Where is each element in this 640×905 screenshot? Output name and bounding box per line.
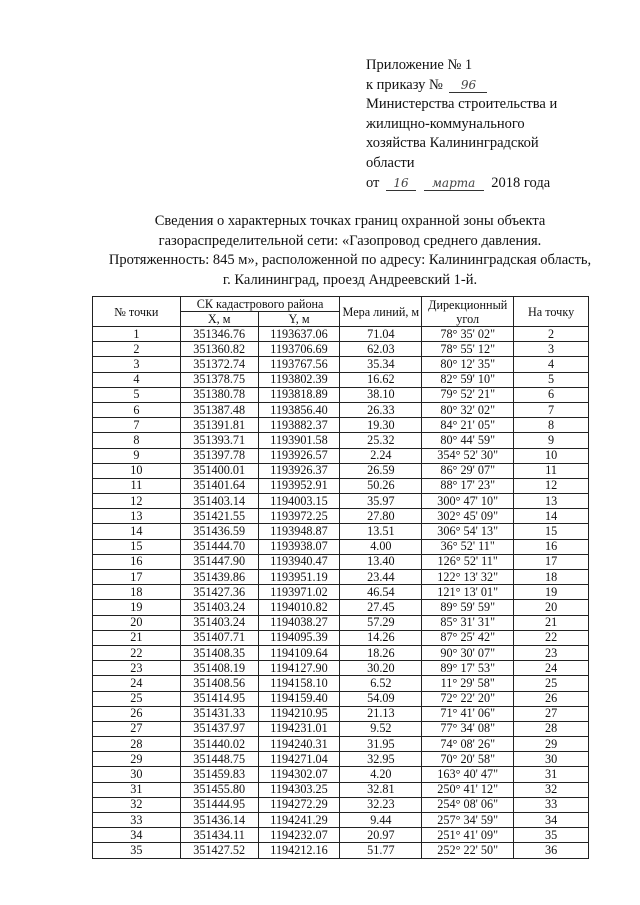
cell-point: 17 xyxy=(93,570,181,585)
cell-x: 351380.78 xyxy=(180,387,258,402)
cell-y: 1194003.15 xyxy=(258,494,340,509)
cell-point: 34 xyxy=(93,828,181,843)
cell-x: 351403.14 xyxy=(180,494,258,509)
table-row xyxy=(93,509,589,524)
cell-x: 351431.33 xyxy=(180,706,258,721)
cell-x: 351408.19 xyxy=(180,661,258,676)
table-row xyxy=(93,813,589,828)
table-row xyxy=(93,721,589,736)
table-row xyxy=(93,342,589,357)
cell-length: 9.52 xyxy=(340,721,422,736)
appendix-block xyxy=(366,56,636,193)
cell-to-point: 21 xyxy=(514,615,589,630)
cell-to-point: 15 xyxy=(514,524,589,539)
table-row xyxy=(93,433,589,448)
cell-to-point: 33 xyxy=(514,797,589,812)
table-row xyxy=(93,600,589,615)
cell-bearing: 72° 22' 20" xyxy=(422,691,514,706)
table-row xyxy=(93,372,589,387)
cell-point: 31 xyxy=(93,782,181,797)
cell-y: 1194095.39 xyxy=(258,630,340,645)
cell-y: 1194240.31 xyxy=(258,737,340,752)
cell-bearing: 78° 55' 12" xyxy=(422,342,514,357)
cell-bearing: 85° 31' 31" xyxy=(422,615,514,630)
cell-to-point: 20 xyxy=(514,600,589,615)
cell-to-point: 18 xyxy=(514,570,589,585)
table-row xyxy=(93,843,589,858)
cell-bearing: 163° 40' 47" xyxy=(422,767,514,782)
cell-bearing: 252° 22' 50" xyxy=(422,843,514,858)
header-y: Y, м xyxy=(258,312,340,327)
cell-length: 21.13 xyxy=(340,706,422,721)
cell-length: 4.20 xyxy=(340,767,422,782)
cell-x: 351400.01 xyxy=(180,463,258,478)
cell-to-point: 6 xyxy=(514,387,589,402)
table-row xyxy=(93,828,589,843)
cell-x: 351414.95 xyxy=(180,691,258,706)
cell-to-point: 4 xyxy=(514,357,589,372)
cell-bearing: 80° 12' 35" xyxy=(422,357,514,372)
table-row xyxy=(93,585,589,600)
table-row xyxy=(93,630,589,645)
cell-x: 351455.80 xyxy=(180,782,258,797)
cell-length: 2.24 xyxy=(340,448,422,463)
cell-to-point: 3 xyxy=(514,342,589,357)
cell-x: 351393.71 xyxy=(180,433,258,448)
cell-y: 1194158.10 xyxy=(258,676,340,691)
cell-point: 13 xyxy=(93,509,181,524)
cell-length: 27.80 xyxy=(340,509,422,524)
cell-y: 1194159.40 xyxy=(258,691,340,706)
cell-to-point: 25 xyxy=(514,676,589,691)
cell-x: 351448.75 xyxy=(180,752,258,767)
cell-y: 1193948.87 xyxy=(258,524,340,539)
cell-length: 32.23 xyxy=(340,797,422,812)
cell-to-point: 16 xyxy=(514,539,589,554)
cell-bearing: 80° 32' 02" xyxy=(422,402,514,417)
cell-y: 1194038.27 xyxy=(258,615,340,630)
cell-x: 351444.70 xyxy=(180,539,258,554)
cell-to-point: 13 xyxy=(514,494,589,509)
cell-to-point: 14 xyxy=(514,509,589,524)
cell-y: 1194241.29 xyxy=(258,813,340,828)
cell-bearing: 74° 08' 26" xyxy=(422,737,514,752)
cell-x: 351421.55 xyxy=(180,509,258,524)
cell-point: 11 xyxy=(93,478,181,493)
cell-y: 1194127.90 xyxy=(258,661,340,676)
date-day-handwritten: 16 xyxy=(386,176,416,191)
heading-line-4: г. Калининград, проезд Андреевский 1-й. xyxy=(222,271,478,288)
table-row xyxy=(93,357,589,372)
cell-x: 351440.02 xyxy=(180,737,258,752)
cell-bearing: 89° 59' 59" xyxy=(422,600,514,615)
cell-length: 13.51 xyxy=(340,524,422,539)
cell-x: 351434.11 xyxy=(180,828,258,843)
cell-bearing: 80° 44' 59" xyxy=(422,433,514,448)
cell-to-point: 12 xyxy=(514,478,589,493)
cell-bearing: 87° 25' 42" xyxy=(422,630,514,645)
cell-length: 23.44 xyxy=(340,570,422,585)
cell-length: 46.54 xyxy=(340,585,422,600)
cell-y: 1193706.69 xyxy=(258,342,340,357)
cell-x: 351439.86 xyxy=(180,570,258,585)
header-point-number: № точки xyxy=(93,297,181,327)
heading-line-1: Сведения о характерных точках границ охранной зоны объекта xyxy=(154,213,546,229)
ministry-line-4: области xyxy=(366,154,415,171)
cell-to-point: 10 xyxy=(514,448,589,463)
cell-point: 33 xyxy=(93,813,181,828)
cell-point: 19 xyxy=(93,600,181,615)
cell-y: 1194302.07 xyxy=(258,767,340,782)
cell-to-point: 17 xyxy=(514,554,589,569)
cell-y: 1193972.25 xyxy=(258,509,340,524)
table-row xyxy=(93,752,589,767)
cell-to-point: 36 xyxy=(514,843,589,858)
cell-length: 50.26 xyxy=(340,478,422,493)
cell-x: 351436.14 xyxy=(180,813,258,828)
cell-length: 20.97 xyxy=(340,828,422,843)
cell-y: 1193951.19 xyxy=(258,570,340,585)
cell-x: 351378.75 xyxy=(180,372,258,387)
cell-length: 30.20 xyxy=(340,661,422,676)
cell-y: 1193952.91 xyxy=(258,478,340,493)
table-row xyxy=(93,494,589,509)
cell-x: 351403.24 xyxy=(180,615,258,630)
cell-bearing: 257° 34' 59" xyxy=(422,813,514,828)
cell-to-point: 34 xyxy=(514,813,589,828)
table-row xyxy=(93,615,589,630)
cell-bearing: 82° 59' 10" xyxy=(422,372,514,387)
cell-bearing: 121° 13' 01" xyxy=(422,585,514,600)
appendix-title: Приложение № 1 xyxy=(366,57,473,73)
cell-length: 18.26 xyxy=(340,645,422,660)
header-x: X, м xyxy=(180,312,258,327)
cell-point: 9 xyxy=(93,448,181,463)
date-prefix: от xyxy=(366,174,380,191)
cell-bearing: 84° 21' 05" xyxy=(422,418,514,433)
cell-length: 27.45 xyxy=(340,600,422,615)
cell-length: 26.33 xyxy=(340,402,422,417)
table-row xyxy=(93,463,589,478)
cell-y: 1194303.25 xyxy=(258,782,340,797)
cell-x: 351391.81 xyxy=(180,418,258,433)
cell-x: 351444.95 xyxy=(180,797,258,812)
cell-y: 1193802.39 xyxy=(258,372,340,387)
ministry-line-1: Министерства строительства и xyxy=(366,96,558,113)
cell-to-point: 29 xyxy=(514,737,589,752)
cell-to-point: 31 xyxy=(514,767,589,782)
cell-point: 22 xyxy=(93,645,181,660)
cell-point: 35 xyxy=(93,843,181,858)
cell-y: 1193856.40 xyxy=(258,402,340,417)
cell-x: 351401.64 xyxy=(180,478,258,493)
table-row xyxy=(93,539,589,554)
cell-y: 1193938.07 xyxy=(258,539,340,554)
table-row xyxy=(93,478,589,493)
cell-y: 1193971.02 xyxy=(258,585,340,600)
cell-bearing: 86° 29' 07" xyxy=(422,463,514,478)
cell-to-point: 8 xyxy=(514,418,589,433)
date-suffix: 2018 года xyxy=(491,174,551,191)
cell-point: 16 xyxy=(93,554,181,569)
cell-y: 1194232.07 xyxy=(258,828,340,843)
cell-x: 351360.82 xyxy=(180,342,258,357)
cell-to-point: 32 xyxy=(514,782,589,797)
cell-bearing: 36° 52' 11" xyxy=(422,539,514,554)
cell-x: 351372.74 xyxy=(180,357,258,372)
cell-point: 32 xyxy=(93,797,181,812)
cell-point: 2 xyxy=(93,342,181,357)
cell-bearing: 126° 52' 11" xyxy=(422,554,514,569)
cell-x: 351408.56 xyxy=(180,676,258,691)
cell-point: 7 xyxy=(93,418,181,433)
cell-point: 4 xyxy=(93,372,181,387)
table-row xyxy=(93,645,589,660)
cell-point: 24 xyxy=(93,676,181,691)
table-row xyxy=(93,524,589,539)
table-row xyxy=(93,676,589,691)
cell-length: 38.10 xyxy=(340,387,422,402)
cell-x: 351387.48 xyxy=(180,402,258,417)
table-row xyxy=(93,570,589,585)
cell-length: 25.32 xyxy=(340,433,422,448)
cell-bearing: 77° 34' 08" xyxy=(422,721,514,736)
table-row xyxy=(93,661,589,676)
header-coordinate-system: СК кадастрового района xyxy=(180,297,340,312)
cell-bearing: 11° 29' 58" xyxy=(422,676,514,691)
cell-to-point: 26 xyxy=(514,691,589,706)
cell-y: 1193926.37 xyxy=(258,463,340,478)
cell-bearing: 254° 08' 06" xyxy=(422,797,514,812)
cell-bearing: 300° 47' 10" xyxy=(422,494,514,509)
table-row xyxy=(93,327,589,342)
cell-length: 32.95 xyxy=(340,752,422,767)
table-body xyxy=(93,327,589,859)
cell-point: 3 xyxy=(93,357,181,372)
cell-y: 1193818.89 xyxy=(258,387,340,402)
cell-y: 1194210.95 xyxy=(258,706,340,721)
table-row xyxy=(93,691,589,706)
cell-y: 1194010.82 xyxy=(258,600,340,615)
cell-y: 1194231.01 xyxy=(258,721,340,736)
cell-x: 351397.78 xyxy=(180,448,258,463)
cell-bearing: 251° 41' 09" xyxy=(422,828,514,843)
cell-point: 29 xyxy=(93,752,181,767)
cell-length: 19.30 xyxy=(340,418,422,433)
cell-length: 4.00 xyxy=(340,539,422,554)
header-line-length: Мера линий, м xyxy=(340,297,422,327)
cell-y: 1193926.57 xyxy=(258,448,340,463)
cell-point: 23 xyxy=(93,661,181,676)
cell-bearing: 70° 20' 58" xyxy=(422,752,514,767)
cell-x: 351447.90 xyxy=(180,554,258,569)
cell-point: 30 xyxy=(93,767,181,782)
heading-line-2: газораспределительной сети: «Газопровод среднего давления. xyxy=(158,232,542,249)
cell-length: 51.77 xyxy=(340,843,422,858)
table-row xyxy=(93,782,589,797)
table-row xyxy=(93,387,589,402)
cell-point: 1 xyxy=(93,327,181,342)
cell-bearing: 71° 41' 06" xyxy=(422,706,514,721)
cell-bearing: 122° 13' 32" xyxy=(422,570,514,585)
cell-y: 1194109.64 xyxy=(258,645,340,660)
cell-x: 351407.71 xyxy=(180,630,258,645)
cell-to-point: 7 xyxy=(514,402,589,417)
cell-to-point: 11 xyxy=(514,463,589,478)
cell-point: 12 xyxy=(93,494,181,509)
cell-length: 13.40 xyxy=(340,554,422,569)
cell-length: 35.97 xyxy=(340,494,422,509)
cell-length: 6.52 xyxy=(340,676,422,691)
cell-to-point: 5 xyxy=(514,372,589,387)
cell-to-point: 28 xyxy=(514,721,589,736)
cell-y: 1193901.58 xyxy=(258,433,340,448)
cell-x: 351427.36 xyxy=(180,585,258,600)
date-line xyxy=(366,174,636,194)
cell-to-point: 19 xyxy=(514,585,589,600)
table-row xyxy=(93,797,589,812)
cell-y: 1194271.04 xyxy=(258,752,340,767)
cell-length: 57.29 xyxy=(340,615,422,630)
table-row xyxy=(93,402,589,417)
cell-to-point: 35 xyxy=(514,828,589,843)
ministry-line-2: жилищно-коммунального xyxy=(366,115,525,132)
cell-x: 351459.83 xyxy=(180,767,258,782)
cell-length: 35.34 xyxy=(340,357,422,372)
cell-bearing: 88° 17' 23" xyxy=(422,478,514,493)
cell-bearing: 306° 54' 13" xyxy=(422,524,514,539)
cell-length: 71.04 xyxy=(340,327,422,342)
cell-point: 21 xyxy=(93,630,181,645)
date-month-handwritten: марта xyxy=(424,176,484,191)
cell-y: 1194212.16 xyxy=(258,843,340,858)
cell-length: 31.95 xyxy=(340,737,422,752)
cell-point: 26 xyxy=(93,706,181,721)
cell-point: 28 xyxy=(93,737,181,752)
cell-point: 6 xyxy=(93,402,181,417)
header-bearing: Дирекционный угол xyxy=(422,297,514,327)
cell-x: 351427.52 xyxy=(180,843,258,858)
table-row xyxy=(93,554,589,569)
cell-length: 9.44 xyxy=(340,813,422,828)
cell-point: 20 xyxy=(93,615,181,630)
cell-bearing: 302° 45' 09" xyxy=(422,509,514,524)
cell-to-point: 9 xyxy=(514,433,589,448)
cell-bearing: 90° 30' 07" xyxy=(422,645,514,660)
cell-x: 351437.97 xyxy=(180,721,258,736)
cell-point: 18 xyxy=(93,585,181,600)
cell-length: 32.81 xyxy=(340,782,422,797)
cell-bearing: 89° 17' 53" xyxy=(422,661,514,676)
cell-point: 25 xyxy=(93,691,181,706)
cell-bearing: 354° 52' 30" xyxy=(422,448,514,463)
table-row xyxy=(93,767,589,782)
cell-y: 1193882.37 xyxy=(258,418,340,433)
table-row xyxy=(93,706,589,721)
cell-to-point: 24 xyxy=(514,661,589,676)
heading-line-3: Протяженность: 845 м», расположенной по адресу: Калининградская область, xyxy=(108,252,592,268)
ministry-line-3: хозяйства Калининградской xyxy=(366,135,539,152)
cell-x: 351403.24 xyxy=(180,600,258,615)
cell-y: 1194272.29 xyxy=(258,797,340,812)
cell-point: 27 xyxy=(93,721,181,736)
cell-point: 15 xyxy=(93,539,181,554)
cell-y: 1193637.06 xyxy=(258,327,340,342)
cell-length: 14.26 xyxy=(340,630,422,645)
cell-length: 62.03 xyxy=(340,342,422,357)
order-number-handwritten: 96 xyxy=(449,78,487,93)
table-row xyxy=(93,448,589,463)
boundary-points-table xyxy=(92,296,589,859)
cell-length: 16.62 xyxy=(340,372,422,387)
cell-to-point: 27 xyxy=(514,706,589,721)
cell-point: 8 xyxy=(93,433,181,448)
cell-to-point: 23 xyxy=(514,645,589,660)
cell-x: 351436.59 xyxy=(180,524,258,539)
order-line xyxy=(366,76,636,96)
cell-length: 54.09 xyxy=(340,691,422,706)
table-row xyxy=(93,418,589,433)
header-to-point: На точку xyxy=(514,297,589,327)
cell-to-point: 22 xyxy=(514,630,589,645)
cell-y: 1193940.47 xyxy=(258,554,340,569)
cell-bearing: 250° 41' 12" xyxy=(422,782,514,797)
cell-to-point: 2 xyxy=(514,327,589,342)
cell-bearing: 79° 52' 21" xyxy=(422,387,514,402)
cell-point: 10 xyxy=(93,463,181,478)
document-heading xyxy=(80,212,620,290)
cell-x: 351346.76 xyxy=(180,327,258,342)
order-prefix: к приказу № xyxy=(366,76,443,93)
cell-y: 1193767.56 xyxy=(258,357,340,372)
cell-bearing: 78° 35' 02" xyxy=(422,327,514,342)
cell-length: 26.59 xyxy=(340,463,422,478)
table-row xyxy=(93,737,589,752)
cell-to-point: 30 xyxy=(514,752,589,767)
cell-point: 14 xyxy=(93,524,181,539)
cell-point: 5 xyxy=(93,387,181,402)
cell-x: 351408.35 xyxy=(180,645,258,660)
